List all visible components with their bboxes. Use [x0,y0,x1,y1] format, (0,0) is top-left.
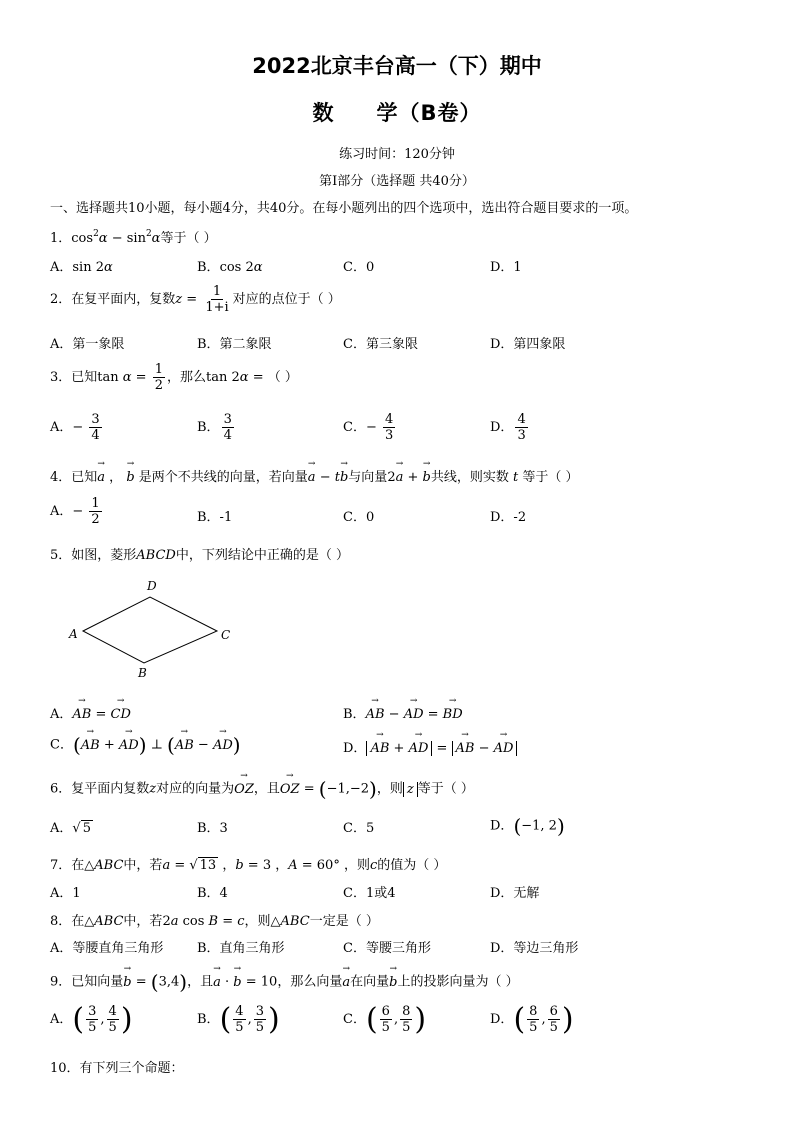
exam-subject [0,97,794,127]
q9-option-b[interactable]: B．( $\frac{4}{5}$ , $\frac{3}{5}$ ) [197,1002,280,1037]
question-3: 3．已知tan α = $\frac{1}{2}$ ，那么tan 2α = （ ） [50,362,298,393]
q5-option-d[interactable]: D．→ AB + → AD = → AB − → AD [343,737,517,756]
q7-option-c[interactable]: C．1或4 [343,886,396,901]
q6-option-b[interactable]: B．3 [197,821,228,836]
q9-option-a[interactable]: A．( $\frac{3}{5}$ , $\frac{4}{5}$ ) [50,1002,133,1037]
subject-left: 数 [312,101,335,125]
q3-option-b[interactable]: B． $\frac{3}{4}$ [197,412,232,443]
q5-option-b[interactable]: B．→ AB − → AD = → BD [343,703,463,722]
vertex-label-c: C [221,628,231,642]
q4-option-b[interactable]: B．-1 [197,510,233,525]
q5-option-c[interactable]: C．(→ AB + → AD) ⊥ (→ AB − → AD) [50,733,241,757]
question-9: 9．已知向量→ b = (3,4)，且→ a · → b = 10，那么向量→ a在向量→ b上的投影向量为（ ） [50,970,519,994]
vertex-label-d: D [147,579,157,593]
question-10: 10．有下列三个命题： [50,1061,184,1076]
q3-option-a[interactable]: A．− $\frac{3}{4}$ [50,412,100,443]
q6-option-c[interactable]: C．5 [343,821,375,836]
subject-right: 学（B卷） [376,101,482,125]
q8-option-a[interactable]: A．等腰直角三角形 [50,941,164,956]
question-2: 2．在复平面内，复数z = $\frac{1}{1+i}$ 对应的点位于（ ） [50,284,341,315]
q1-option-b[interactable]: B．cos 2α [197,260,263,275]
q2-option-c[interactable]: C．第三象限 [343,337,418,352]
exam-title: 2022北京丰台高一（下）期中 [252,54,542,78]
q8-option-d[interactable]: D．等边三角形 [490,941,579,956]
q4-option-a[interactable]: A．− $\frac{1}{2}$ [50,496,100,527]
question-6: 6．复平面内复数z对应的向量为→ OZ，且→ OZ = (−1,−2)，则 z 等于（ ） [50,777,474,801]
q4-option-d[interactable]: D．-2 [490,510,527,525]
q6-option-a[interactable]: A．√ 5 [50,821,91,836]
q4-option-c[interactable]: C．0 [343,510,375,525]
vertex-label-a: A [69,627,78,641]
q1-option-d[interactable]: D．1 [490,260,522,275]
rhombus-figure [62,575,242,685]
q7-option-a[interactable]: A．1 [50,886,81,901]
vertex-label-b: B [138,666,147,680]
question-8: 8．在△ABC中，若2a cos B = c，则△ABC一定是（ ） [50,914,379,929]
section-instructions: 一、选择题共10小题，每小题4分，共40分。在每小题列出的四个选项中，选出符合题目要求的一项。 [50,201,638,216]
question-4: 4．已知→ a ， → b 是两个不共线的向量，若向量→ a − t→ b与向量2→ a + → b共线，则实数 t 等于（ ） [50,466,579,485]
q3-option-c[interactable]: C．− $\frac{4}{3}$ [343,412,394,443]
q6-option-d[interactable]: D．(−1, 2) [490,814,565,838]
q2-option-d[interactable]: D．第四象限 [490,337,566,352]
question-1: 1．$\cos^2\alpha - \sin^2\alpha$等于（ ） [50,229,217,246]
q1-option-c[interactable]: C．0 [343,260,375,275]
q7-option-d[interactable]: D．无解 [490,886,540,901]
exam-time: 练习时间：120分钟 [339,147,455,162]
q9-option-c[interactable]: C．( $\frac{6}{5}$ , $\frac{8}{5}$ ) [343,1002,427,1037]
part-heading: 第Ⅰ部分（选择题 共40分） [319,174,475,189]
question-7: 7．在△ABC中，若a = √ 13 ，b = 3 ，A = 60° ，则c的值为（ ） [50,858,447,873]
q1-option-a[interactable]: A．sin 2α [50,260,113,275]
q7-option-b[interactable]: B．4 [197,886,228,901]
q2-option-a[interactable]: A．第一象限 [50,337,125,352]
q3-option-d[interactable]: D． $\frac{4}{3}$ [490,412,526,443]
rhombus-shape [83,597,217,663]
question-5: 5．如图，菱形ABCD中，下列结论中正确的是（ ） [50,548,349,563]
q8-option-c[interactable]: C．等腰三角形 [343,941,431,956]
q8-option-b[interactable]: B．直角三角形 [197,941,285,956]
q5-option-a[interactable]: A．→ AB = → CD [50,703,131,722]
q2-option-b[interactable]: B．第二象限 [197,337,272,352]
q9-option-d[interactable]: D．( $\frac{8}{5}$ , $\frac{6}{5}$ ) [490,1002,574,1037]
